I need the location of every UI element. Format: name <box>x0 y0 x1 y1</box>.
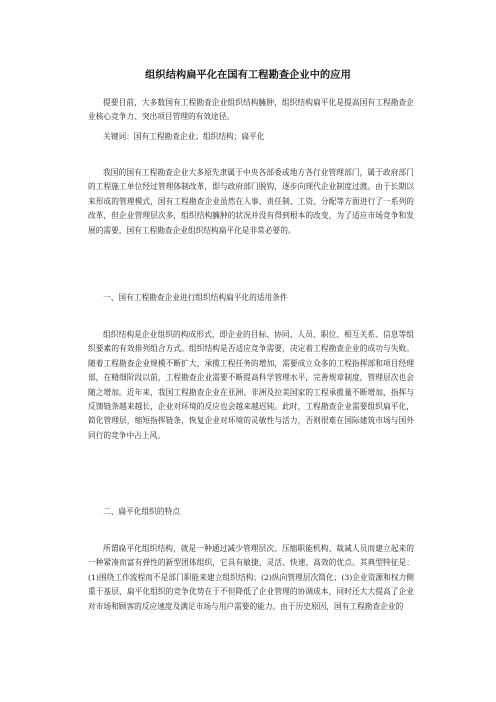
document-title: 组织结构扁平化在国有工程勘查企业中的应用 <box>145 70 351 81</box>
intro-paragraph: 我国的国有工程勘查企业大多原先隶属于中央各部委或地方各行业管理部门，属于政府部门的工程施工单位经过管理体制改革，即与政府部门脱钩，逐步向现代企业制度过渡。由于长期以来形成的管理模式，国有工程勘查企业虽然在人事、责任制、工资、分配等方面进行了一系列的改革，但企业管理层次多，组织结构臃肿的状况并没有得到根本的改变，为了适应市场竞争和发展的需要，国有工程勘查企业组织结构扁平化是非常必要的。 <box>88 168 414 235</box>
section-heading-2: 二、扁平化组织的特点 <box>103 507 180 516</box>
keywords-line: 关键词：国有工程勘查企业；组织结构；扁平化 <box>103 132 265 141</box>
section-2-body: 所谓扁平化组织结构，就是一种通过减少管理层次、压缩职能机构、裁减人员而建立起来的一种紧凑而富有弹性的新型团体组织，它具有敏捷、灵活、快速、高效的优点。其典型特征是：(1)围绕工作流程而不是部门职能来建立组织结构；(2)纵向管理层次简化；(3)企业资源和权力侧重于基层，扁平化组织的竞争优势在于不但降低了企业管理的协调成本，同时还大大提高了企业对市场和顾客的反应速度及满足市场与用户需要的能力。由于历史原因，国有工程勘查企业的 <box>88 544 414 611</box>
section-1-body: 组织结构是企业组织的构成形式，即企业的目标、协同、人员、职位、相互关系、信息等组织要素的有效排列组合方式。组织结构是否适应竞争需要，决定着工程勘查企业的成功与失败。随着工程勘查企业规模不断扩大，承揽工程任务的增加，需要成立众多的工程指挥部和项目经理部，在精细阶段以前，工程勘查企业需要不断提高科学管理水平，完善规章制度，管理层次也会随之增加。近年来，我国工程勘查企业在亚洲、非洲及拉美国家的工程承揽量不断增加，指挥与反馈链条越来越长，企业对环境的反应也会越来越迟钝。此时，工程勘查企业需要组织扁平化，简化管理层，缩短指挥链条，恢复企业对环境的灵敏性与活力，否则很难在国际建筑市场与国外同行的竞争中占上风。 <box>88 330 414 440</box>
abstract-paragraph: 提要目前，大多数国有工程勘查企业组织结构臃肿，组织结构扁平化是提高国有工程勘查企业核心竞争力、突出项目管理的有效途径。 <box>88 98 414 122</box>
section-heading-1: 一、国有工程勘查企业进行组织结构扁平化的适用条件 <box>103 293 288 302</box>
